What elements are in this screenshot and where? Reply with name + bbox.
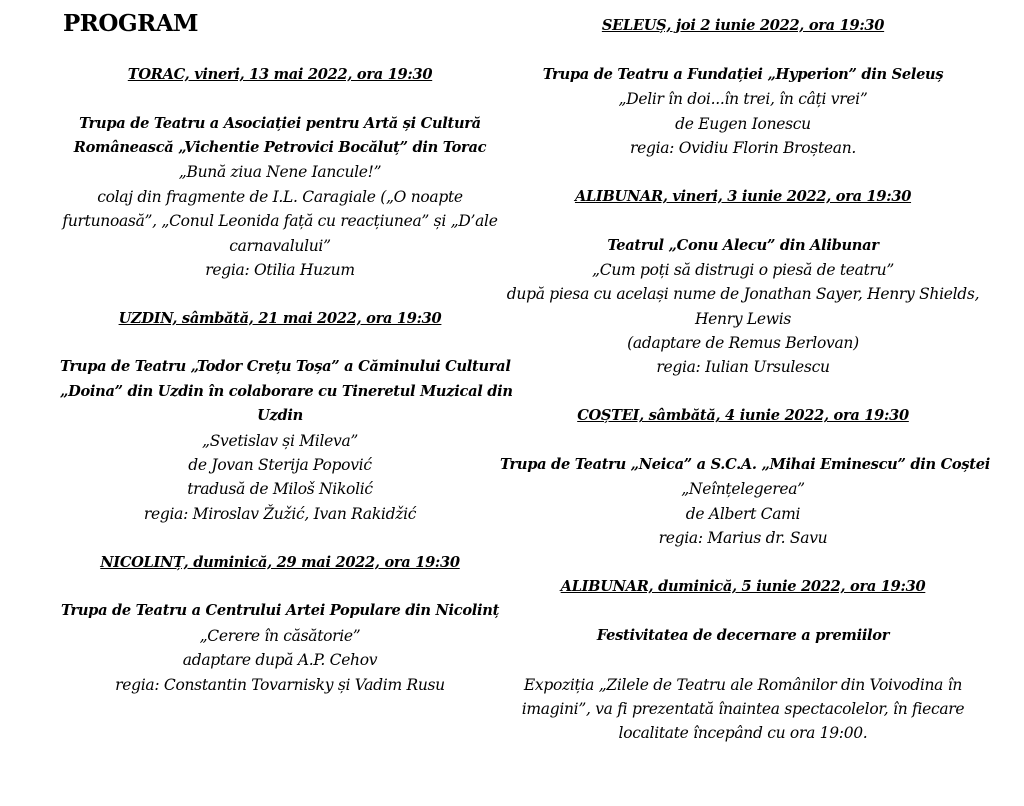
troupe-line: Trupa de Teatru a Centrului Artei Populare din Nicolinț [60, 602, 500, 620]
detail-line: colaj din fragmente de I.L. Caragiale („O noapte [97, 187, 463, 206]
play-title: „Delir în doi...în trei, în câți vrei” [618, 90, 868, 109]
event-heading-seleus: SELEUȘ, joi 2 iunie 2022, ora 19:30 [601, 17, 885, 34]
event-heading-uzdin: UZDIN, sâmbătă, 21 mai 2022, ora 19:30 [118, 309, 442, 327]
troupe-line: Trupa de Teatru a Asociației pentru Artă și Cultură [79, 114, 481, 132]
director-line: regia: Marius dr. Savu [658, 529, 828, 548]
awards-ceremony: Festivitatea de decernare a premiilor [596, 626, 890, 644]
exhibition-note: imagini”, va fi prezentată înaintea spectacolelor, în fiecare [521, 699, 965, 718]
troupe-line: Teatrul „Conu Alecu” din Alibunar [607, 236, 879, 254]
detail-line: de Albert Cami [685, 504, 801, 523]
detail-line: tradusă de Miloš Nikolić [187, 480, 373, 499]
detail-line: Henry Lewis [694, 309, 792, 328]
event-heading-nicolint: NICOLINȚ, duminică, 29 mai 2022, ora 19:30 [100, 553, 460, 571]
event-heading-torac: TORAC, vineri, 13 mai 2022, ora 19:30 [127, 65, 433, 83]
event-heading-alibunar-vineri: ALIBUNAR, vineri, 3 iunie 2022, ora 19:30 [574, 187, 912, 205]
troupe-line: Românească „Vichentie Petrovici Bocăluț” din Torac [73, 138, 487, 156]
detail-line: de Eugen Ionescu [675, 114, 811, 133]
page-title: PROGRAM [63, 10, 199, 37]
detail-line: (adaptare de Remus Berlovan) [627, 334, 859, 353]
play-title: „Cum poți să distrugi o piesă de teatru” [592, 260, 894, 279]
detail-line: de Jovan Sterija Popović [188, 456, 372, 475]
director-line: regia: Miroslav Žužić, Ivan Rakidžić [143, 504, 417, 523]
exhibition-note: Expoziția „Zilele de Teatru ale Românilor din Voivodina în [523, 675, 963, 694]
detail-line: carnavalului” [229, 236, 331, 255]
detail-line: adaptare după A.P. Cehov [182, 651, 378, 670]
director-line: regia: Iulian Ursulescu [656, 358, 830, 377]
play-title: „Neînțelegerea” [681, 480, 805, 499]
troupe-line: Trupa de Teatru a Fundației „Hyperion” din Seleuș [542, 65, 944, 83]
play-title: „Svetislav și Mileva” [201, 431, 359, 450]
event-heading-alibunar-duminica: ALIBUNAR, duminică, 5 iunie 2022, ora 19:30 [560, 577, 926, 595]
director-line: regia: Constantin Tovarnisky și Vadim Rusu [115, 675, 445, 694]
event-heading-costei: COȘTEI, sâmbătă, 4 iunie 2022, ora 19:30 [577, 407, 909, 425]
left-column [60, 14, 513, 697]
director-line: regia: Ovidiu Florin Broștean. [629, 138, 857, 157]
right-column [500, 14, 990, 746]
play-title: „Cerere în căsătorie” [199, 626, 361, 645]
troupe-line: Trupa de Teatru „Todor Crețu Toșa” a Căminului Cultural [60, 358, 511, 376]
detail-line: după piesa cu același nume de Jonathan Sayer, Henry Shields, [506, 285, 980, 304]
troupe-line: Uzdin [257, 407, 303, 425]
detail-line: furtunoasă”, „Conul Leonida față cu reacțiunea” și „D’ale [62, 212, 498, 231]
director-line: regia: Otilia Huzum [205, 260, 355, 279]
troupe-line: „Doina” din Uzdin în colaborare cu Tineretul Muzical din [60, 382, 513, 400]
exhibition-note: localitate începând cu ora 19:00. [618, 724, 868, 743]
troupe-line: Trupa de Teatru „Neica” a S.C.A. „Mihai Eminescu” din Coștei [500, 456, 990, 474]
play-title: „Bună ziua Nene Iancule!” [178, 163, 382, 182]
